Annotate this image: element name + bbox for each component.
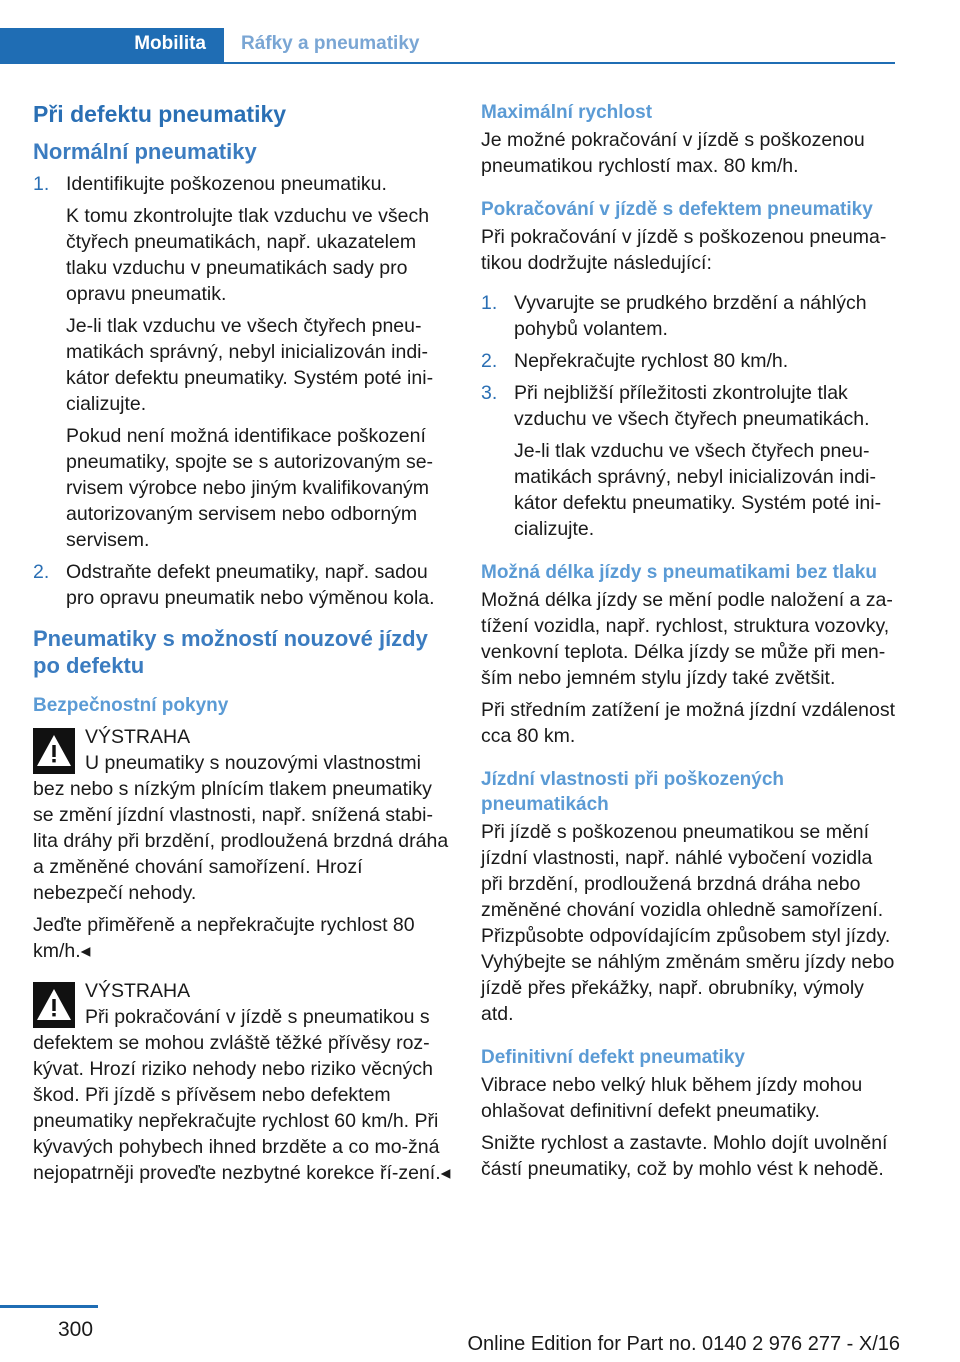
step-text: Odstraňte defekt pneumatiky, např. sadou pro opravu pneumatik nebo výměnou kola. (66, 561, 435, 609)
left-column (33, 100, 453, 1194)
warning-triangle-icon (33, 728, 75, 774)
heading-final-defect: Definitivní defekt pneumatiky (481, 1047, 745, 1068)
step-number: 1. (33, 173, 50, 195)
step-number: 1. (481, 292, 498, 314)
footer-rule (0, 1305, 98, 1308)
heading-normal-tires: Normální pneumatiky (33, 139, 257, 164)
heading-continue-driving: Pokračování v jízdě s defektem pneumatiky (481, 199, 873, 220)
heading-max-speed: Maximální rychlost (481, 102, 653, 123)
step-text: Identifikujte poškozenou pneumatiku. (66, 173, 387, 195)
step-text: Při nejbližší příležitosti zkontrolujte tlak vzduchu ve všech čtyřech pneumatikách. (514, 382, 870, 430)
tab-mobilita-label: Mobilita (134, 33, 206, 54)
edition-text: Online Edition for Part no. 0140 2 976 277 - X/16 (467, 1333, 900, 1355)
step-text: K tomu zkontrolujte tlak vzduchu ve všech čtyřech pneumatikách, např. ukazatelem tlaku vzduchu v pneumatikách sady pro opravu pneumatik. (66, 205, 430, 305)
paragraph: Při středním zatížení je možná jízdní vzdálenost cca 80 km. (481, 699, 896, 747)
heading-runflat: Pneumatiky s možností nouzové jízdy po defektu (33, 626, 428, 678)
step-text: Pokud není možná identifikace poškození pneumatiky, spojte se s autorizovaným se-rvisem výrobce nebo jiným kvalifikovaným autorizovaným servisem nebo odborným servisem. (66, 425, 434, 551)
warning-triangle-icon (33, 982, 75, 1028)
warning-title: VÝSTRAHA (85, 980, 191, 1002)
list-item (33, 559, 453, 611)
warning-title: VÝSTRAHA (85, 726, 191, 748)
step-text: Nepřekračujte rychlost 80 km/h. (514, 350, 789, 372)
header-tabs (0, 28, 895, 64)
paragraph: Je možné pokračování v jízdě s poškozenou pneumatikou rychlostí max. 80 km/h. (481, 129, 865, 177)
heading-handling: Jízdní vlastnosti při poškozených pneumatikách (481, 769, 785, 815)
heading-distance: Možná délka jízdy s pneumatikami bez tlaku (481, 562, 877, 583)
list-item (481, 290, 899, 342)
warning-text: Jeďte přiměřeně a nepřekračujte rychlost 80 km/h.◂ (33, 914, 415, 962)
step-number: 3. (481, 382, 498, 404)
normal-tire-steps (33, 171, 453, 611)
paragraph: Vibrace nebo velký hluk během jízdy mohou ohlašovat definitivní defekt pneumatiky. (481, 1074, 863, 1122)
warning-text: Při pokračování v jízdě s pneumatikou s defektem se mohou zvláště těžké přívěsy roz-kývat. Hrozí riziko nehody nebo riziko věcných škod. Při jízdě s přívěsem nebo defektem pneumatiky nepřekračujte rychlost 60 km/h. Při kývavých pohybech ihned brzděte a co mo-žná nejopatrněji proveďte nezbytné korekce ří-zení.◂ (33, 1006, 451, 1184)
tab-mobilita[interactable] (0, 28, 224, 62)
paragraph: Snižte rychlost a zastavte. Mohlo dojít uvolnění částí pneumatiky, což by mohlo vést k nehodě. (481, 1132, 888, 1180)
step-number: 2. (481, 350, 498, 372)
step-number: 2. (33, 561, 50, 583)
warning-text: U pneumatiky s nouzovými vlastnostmi bez nebo s nízkým plnícím tlakem pneumatiky se změní jízdní vlastnosti, např. snížená stabi-lita dráhy při brzdění, prodloužená brzdná dráha a změněné chování samořízení. Hrozí nebezpečí nehody. (33, 752, 449, 904)
page-number: 300 (58, 1318, 94, 1341)
right-column (481, 100, 899, 1188)
step-text: Je-li tlak vzduchu ve všech čtyřech pneu-matikách správný, nebyl inicializován indi-kátor defektu pneumatiky. Systém poté ini-cializujte. (66, 315, 434, 415)
warning-block (33, 978, 453, 1186)
heading-safety: Bezpečnostní pokyny (33, 695, 229, 716)
continue-driving-steps (481, 290, 899, 542)
step-text: Je-li tlak vzduchu ve všech čtyřech pneu-matikách správný, nebyl inicializován indi-kátor defektu pneumatiky. Systém poté ini-cializujte. (514, 440, 882, 540)
page-title: Při defektu pneumatiky (33, 101, 287, 127)
list-item (481, 380, 899, 542)
tab-section-label[interactable]: Ráfky a pneumatiky (241, 33, 420, 54)
paragraph: Při pokračování v jízdě s poškozenou pneuma-tikou dodržujte následující: (481, 226, 887, 274)
step-text: Vyvarujte se prudkého brzdění a náhlých pohybů volantem. (514, 292, 867, 340)
list-item (33, 171, 453, 553)
list-item (481, 348, 899, 374)
warning-block (33, 724, 453, 964)
paragraph: Možná délka jízdy se mění podle naložení a za-tížení vozidla, např. rychlost, struktura vozovky, venkovní teplota. Délka jízdy se může při men-ším nebo jemném stylu jízdy také zvětšit. (481, 589, 893, 689)
paragraph: Při jízdě s poškozenou pneumatikou se mění jízdní vlastnosti, např. náhlé vybočení vozidla při brzdění, prodloužená brzdná dráha nebo změněné chování vozidla ohledně samořízení. Přizpůsobte odpovídajícím způsobem styl jízdy. Vyhýbejte se náhlým změnám směru jízdy nebo jízdě přes překážky, např. obrubníky, výmoly atd. (481, 821, 895, 1025)
